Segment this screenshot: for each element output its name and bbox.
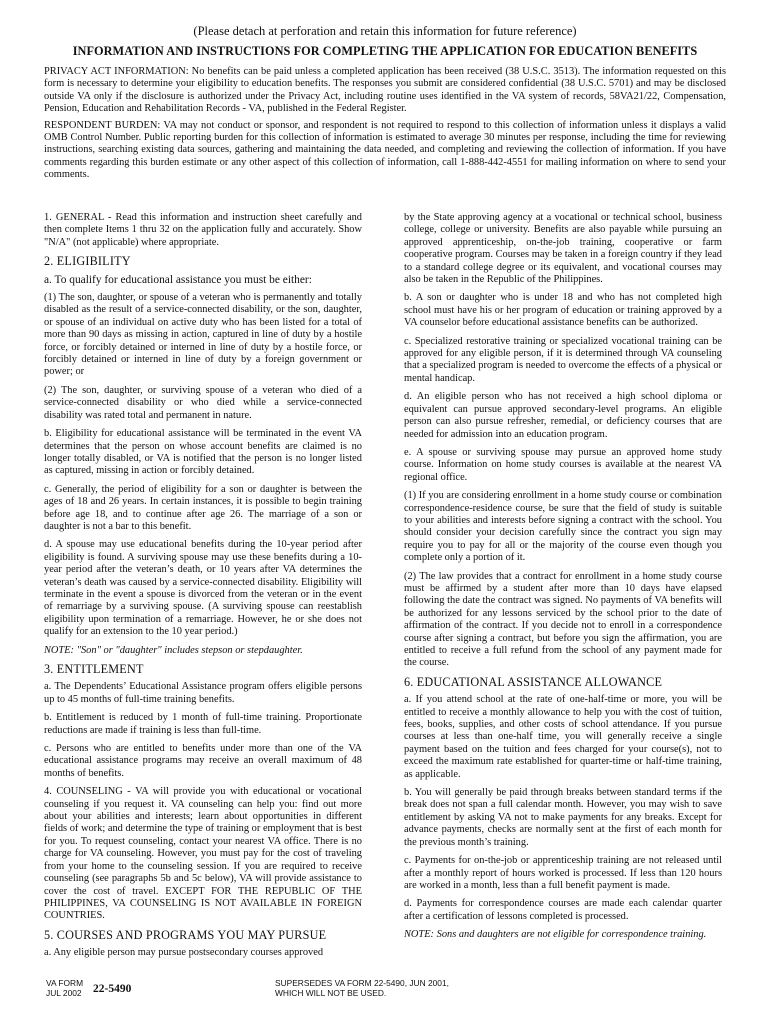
general-paragraph: 1. GENERAL - Read this information and instruction sheet carefully and then complete Items 1 thru 32 on the application fully and accurately. Show "N/A" (not applicable) where appropriate.	[44, 212, 362, 248]
supersedes-note	[275, 978, 449, 998]
form-number: 22-5490	[93, 983, 132, 995]
allowance-c: c. Payments for on-the-job or apprenticeship training are not released until after a monthly report of hours worked is processed. If less than 120 hours are worked in a month, less than a full benefit payment is made.	[404, 855, 722, 891]
detach-note: (Please detach at perforation and retain this information for future reference)	[193, 24, 577, 38]
form-label-block	[46, 978, 83, 998]
courses-b: b. A son or daughter who is under 18 and who has not completed high school must have his or her program of education or training approved by a VA counselor before educational assistance benefits can be authorized.	[404, 292, 722, 329]
form-label: VA FORM	[46, 978, 84, 988]
page-title: INFORMATION AND INSTRUCTIONS FOR COMPLETING THE APPLICATION FOR EDUCATION BENEFITS	[72, 44, 698, 58]
eligibility-heading: 2. ELIGIBILITY	[44, 254, 131, 269]
form-date: JUL 2002	[46, 988, 82, 998]
courses-a: a. Any eligible person may pursue postsecondary courses approved	[44, 947, 324, 959]
eligibility-c: c. Generally, the period of eligibility for a son or daughter is between the ages of 18 and 26 years. In certain instances, it is possible to begin training before age 18, and to continue after age 26. The marriage of a son or daughter is not a bar to this benefit.	[44, 483, 362, 532]
eligibility-item-1: (1) The son, daughter, or spouse of a veteran who is permanently and totally disabled as the result of a service-connected disability, or the son, daughter, or spouse of an individual on active duty who has been listed for a total of more than 90 days as missing in action, captured in line of duty by a hostile force, or forcibly detained or interned in line of duty by a hostile force, or forcibly detained or interned in line of duty by a foreign government or power; or	[44, 292, 362, 378]
intro-section	[44, 66, 726, 186]
privacy-act-paragraph: PRIVACY ACT INFORMATION: No benefits can be paid unless a completed application has been received (38 U.S.C. 3513). The information requested on this form is necessary to determine your eligibility to education benefits. The responses you submit are considered confidential (38 U.S.C. 5701) and may be disclosed outside VA only if the disclosure is authorized under the Privacy Act, including routine uses identified in the VA system of records, 58VA21/22, Compensation, Pension, Education and Rehabilitation Records - VA, published in the Federal Register.	[44, 66, 726, 115]
courses-e: e. A spouse or surviving spouse may pursue an approved home study course. Information on home study courses is available at the nearest VA regional office.	[404, 446, 722, 483]
counseling-paragraph: 4. COUNSELING - VA will provide you with educational or vocational counseling if you request it. VA counseling can help you: find out more about your abilities and interests; learn about opportunities in different fields of work; and determine the type of training or employment that is best for you. To request counseling, contact your nearest VA office. There is no charge for VA counseling. However, you must pay for the cost of traveling from your home to the counseling session. If you are required to receive counseling (see paragraphs 5b and 5c below), VA will provide assistance to cover the cost of travel. EXCEPT FOR THE REPUBLIC OF THE PHILIPPINES, VA COUNSELING IS NOT AVAILABLE IN FOREIGN COUNTRIES.	[44, 786, 362, 922]
allowance-heading: 6. EDUCATIONAL ASSISTANCE ALLOWANCE	[404, 674, 663, 689]
eligibility-d: d. A spouse may use educational benefits during the 10-year period after eligibility is found. A surviving spouse may use these benefits during a 10-year period after the veteran’s death, or 10 years after VA determines the veteran’s death was caused by a service-connected disability. Eligibility will terminate in the event a spouse is divorced from the veteran or in the event of remarriage by a surviving spouse. (A surviving spouse can reestablish eligibility upon termination of a remarriage. However, he or she does not qualify for an extension to the 10 year period.)	[44, 539, 362, 638]
courses-e-2: (2) The law provides that a contract for enrollment in a home study course must be affirmed by a student after more than 10 days have elapsed following the date the contract was signed. No payments of VA benefits will be authorized for any lessons serviced by the school prior to the date of affirmation of the contract. If you decide not to enroll in a correspondence course after signing a contract, but before you sign the affirmation, you are entitled to receive a full refund from the school of any payment made for the course.	[404, 570, 722, 669]
left-column	[44, 212, 362, 966]
courses-c: c. Specialized restorative training or specialized vocational training can be approved for any eligible person, if it is determined through VA counseling that a specialized program is needed to overcome the effects of a physical or mental handicap.	[404, 335, 722, 384]
courses-a-continued: by the State approving agency at a vocational or technical school, business college, college or university. Benefits are also payable while pursuing an approved apprenticeship, on-the-job training, cooperative or farm cooperative program. Courses may be taken in a foreign country if they lead to a standard college degree or its equivalent, and vocational courses may also be taken in the Republic of the Philippines.	[404, 212, 722, 286]
courses-heading: 5. COURSES AND PROGRAMS YOU MAY PURSUE	[44, 927, 327, 942]
correspondence-note: NOTE: Sons and daughters are not eligible for correspondence training.	[404, 929, 707, 941]
courses-d: d. An eligible person who has not received a high school diploma or equivalent can pursue approved secondary-level programs. An eligible person can also pursue refresher, remedial, or deficiency courses that are needed for admission into an education program.	[404, 391, 722, 440]
eligibility-item-2: (2) The son, daughter, or surviving spouse of a veteran who died of a service-connected disability or who died while a service-connected disability was rated total and permanent in nature.	[44, 384, 362, 421]
eligibility-subheading: a. To qualify for educational assistance you must be either:	[44, 273, 312, 286]
allowance-a: a. If you attend school at the rate of one-half-time or more, you will be entitled to receive a monthly allowance to help you with the cost of tuition, fees, books, supplies, and other costs of school attendance. If you pursue courses at less than one-half time, you will generally receive a single payment based on the tuition and fees charged for your course(s), not to exceed the maximum rate established for quarter-time or half-time training, as applicable.	[404, 694, 722, 780]
respondent-burden-paragraph: RESPONDENT BURDEN: VA may not conduct or sponsor, and respondent is not required to respond to this collection of information unless it displays a valid OMB Control Number. Public reporting burden for this collection of information is estimated to average 30 minutes per response, including the time for reviewing instructions, searching existing data sources, gathering and maintaining the data needed, and completing and reviewing the collection of information. If you have comments regarding this burden estimate or any other aspect of this collection of information, call 1-888-442-4551 for mailing information on where to send your comments.	[44, 119, 726, 181]
courses-e-1: (1) If you are considering enrollment in a home study course or combination correspondence-residence course, be sure that the field of study is suitable to your abilities and interests before signing a contract with the school. You should consider your decision carefully since the contract you sign may require you to pay for all or the majority of the course even though you complete only a portion of it.	[404, 490, 722, 564]
supersedes-line-2: WHICH WILL NOT BE USED.	[275, 988, 387, 998]
right-column	[404, 212, 722, 948]
entitlement-b: b. Entitlement is reduced by 1 month of full-time training. Proportionate reductions are made if training is less than full-time.	[44, 712, 362, 736]
entitlement-c: c. Persons who are entitled to benefits under more than one of the VA educational assistance programs may receive an overall maximum of 48 months of benefits.	[44, 743, 362, 779]
allowance-d: d. Payments for correspondence courses are made each calendar quarter after a certification of lessons completed is processed.	[404, 898, 722, 922]
allowance-b: b. You will generally be paid through breaks between standard terms if the break does not span a full calendar month. However, you may wish to save entitlement by asking VA not to make payments for any breaks. Except for advance payments, checks are normally sent at the first of each month for the previous month’s training.	[404, 787, 722, 848]
supersedes-line-1: SUPERSEDES VA FORM 22-5490, JUN 2001,	[275, 978, 449, 988]
eligibility-b: b. Eligibility for educational assistance will be terminated in the event VA determines that the person on whose account benefits are claimed is no longer totally disabled, or VA is notified that the person is no longer listed as captured, missing in action or forcibly detained.	[44, 428, 362, 477]
entitlement-heading: 3. ENTITLEMENT	[44, 662, 144, 676]
entitlement-a: a. The Dependents’ Educational Assistance program offers eligible persons up to 45 months of full-time training benefits.	[44, 681, 362, 705]
son-daughter-note: NOTE: "Son" or "daughter" includes stepson or stepdaughter.	[44, 644, 303, 656]
